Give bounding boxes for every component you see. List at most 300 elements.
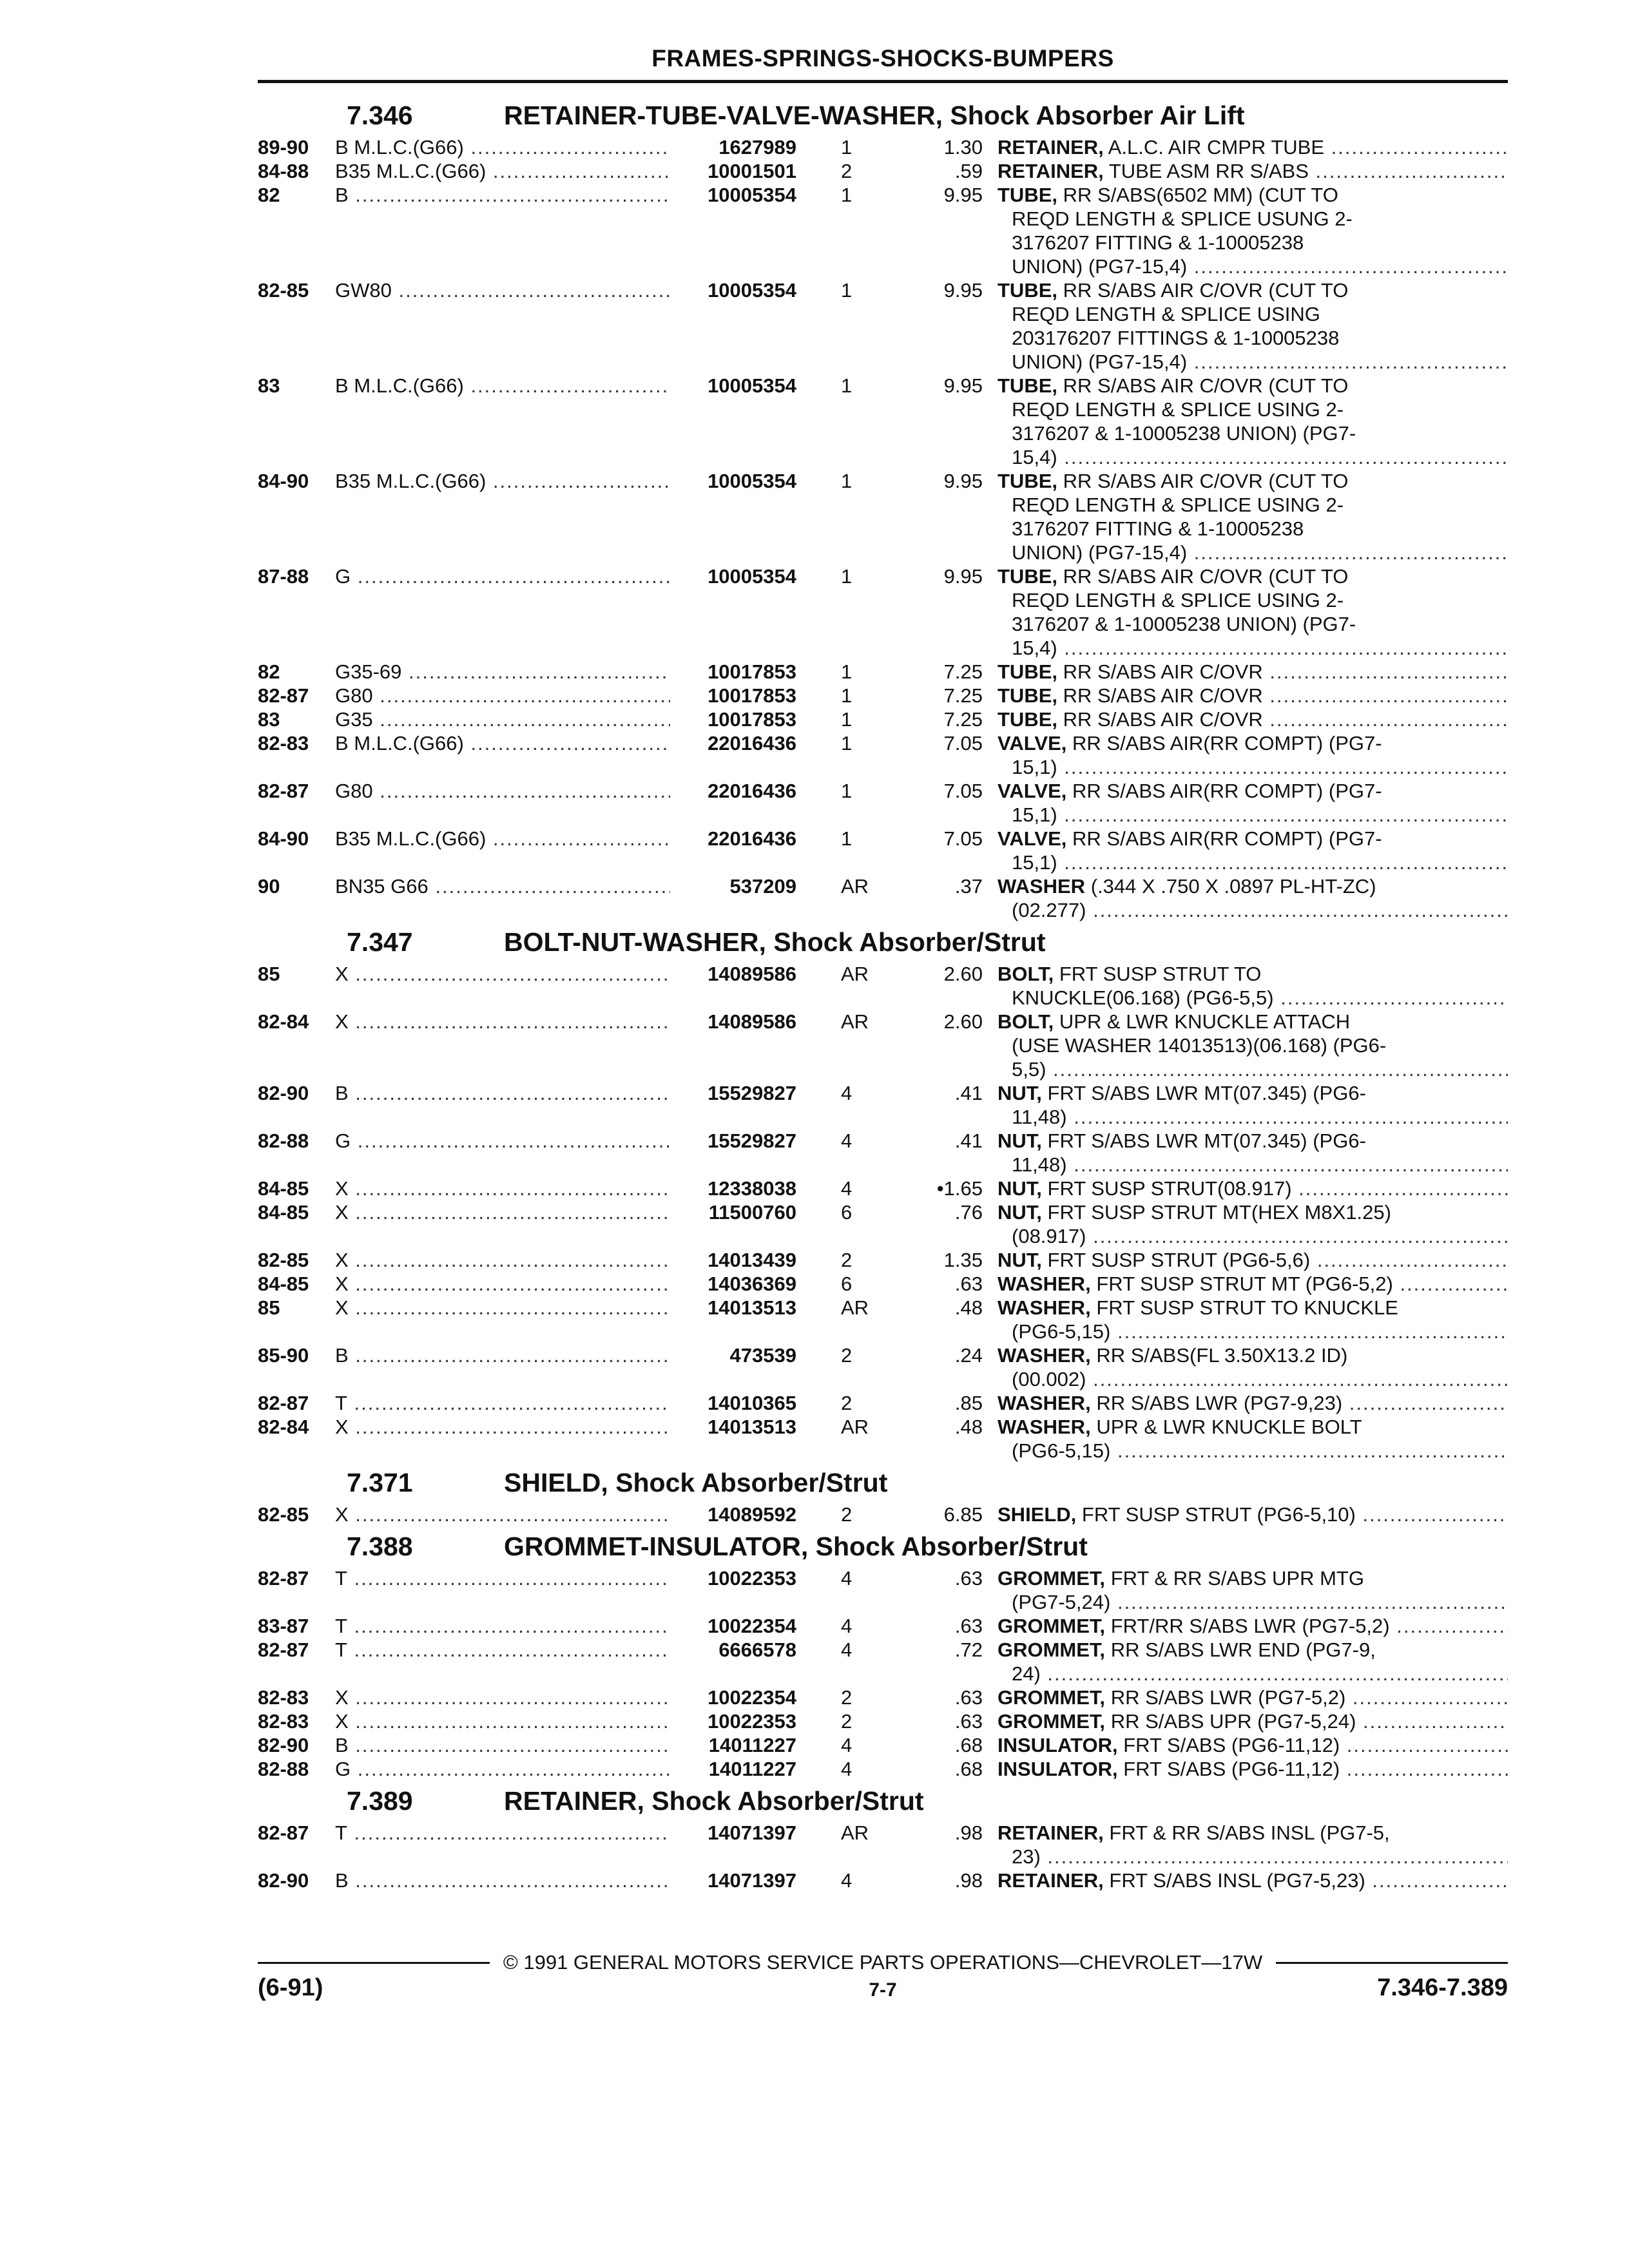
part-name: GROMMET, [998,1615,1106,1637]
part-number: 14071397 [670,1821,796,1845]
model-years: 82-90 [258,1869,309,1892]
model-years: 84-90 [258,470,309,492]
part-description [998,374,1508,469]
vehicle-model: T ..... [335,1391,670,1415]
price: .63 [954,1615,983,1637]
part-name: RETAINER, [998,160,1104,182]
price: .63 [954,1273,983,1295]
vehicle-model: X ..... [335,1503,670,1526]
price: 1.35 [943,1249,983,1271]
part-name: RETAINER, [998,1869,1104,1892]
description-line [998,1343,1508,1367]
description-text: FRT SUSP STRUT TO KNUCKLE [1096,1296,1398,1319]
price: 9.95 [943,374,983,397]
part-number: 10005354 [670,183,796,207]
description-line [998,302,1508,326]
part-description [998,1614,1508,1638]
price: .63 [954,1710,983,1733]
description-line [998,374,1508,398]
vehicle-model: X ..... [335,1415,670,1439]
quantity: 2 [841,1249,853,1271]
price: .85 [954,1392,983,1414]
quantity: AR [841,1296,869,1319]
section-heading [258,1463,1508,1503]
part-number: 10022354 [670,1614,796,1638]
description-text: UNION) (PG7-15,4) [1012,541,1188,564]
part-row [258,684,1508,707]
description-line [998,874,1508,898]
part-number: 14013513 [670,1296,796,1320]
description-text: RR S/ABS LWR (PG7-9,23) [1096,1392,1343,1414]
description-text: (PG6-5,15) [1012,1320,1111,1343]
header-rule [258,80,1508,83]
part-description [998,1821,1508,1869]
vehicle-model: T ..... [335,1614,670,1638]
description-line [998,962,1508,986]
description-line [998,779,1508,803]
model-years: 82-83 [258,732,309,754]
description-text: 5,5) [1012,1058,1046,1081]
part-row [258,1415,1508,1463]
part-number: 10017853 [670,684,796,707]
description-text: FRT & RR S/ABS UPR MTG [1110,1567,1364,1590]
description-line [998,1439,1508,1463]
part-description [998,469,1508,564]
description-text: REQD LENGTH & SPLICE USING [1012,303,1320,325]
part-description [998,1869,1508,1892]
part-row [258,1733,1508,1757]
description-line [998,755,1508,779]
description-text: RR S/ABS LWR END (PG7-9, [1110,1639,1376,1661]
part-row [258,1503,1508,1526]
description-text: 11,48) [1012,1106,1067,1128]
part-number: 14013513 [670,1415,796,1439]
description-line [998,898,1508,922]
description-text: 3176207 & 1-10005238 UNION) (PG7- [1012,613,1356,635]
part-description [998,1638,1508,1686]
part-description [998,1129,1508,1177]
price: .68 [954,1734,983,1756]
section-number: 7.346 [347,101,413,130]
part-number: 14010365 [670,1391,796,1415]
section-heading [258,1781,1508,1821]
quantity: 4 [841,1082,853,1104]
description-text: FRT S/ABS LWR MT(07.345) (PG6- [1047,1082,1366,1104]
part-row [258,1272,1508,1296]
part-row [258,1010,1508,1081]
vehicle-model: G ..... [335,564,670,588]
description-text: 3176207 FITTING & 1-10005238 [1012,231,1304,254]
price: 1.30 [943,136,983,159]
parts-listing [258,95,1508,1892]
price: 7.25 [943,708,983,731]
quantity: 1 [841,279,853,302]
description-text: 3176207 FITTING & 1-10005238 [1012,517,1304,540]
description-line [998,1272,1508,1296]
description-text: 203176207 FITTINGS & 1-10005238 [1012,327,1340,349]
description-text: RR S/ABS AIR(RR COMPT) (PG7- [1072,780,1382,802]
footer-section-range: 7.346-7.389 [1377,1974,1508,2001]
description-text: FRT S/ABS LWR MT(07.345) (PG6- [1047,1129,1366,1152]
part-name: TUBE, [998,184,1057,206]
description-text: (.344 X .750 X .0897 PL-HT-ZC) [1090,875,1376,898]
model-years: 82-84 [258,1010,309,1033]
description-line [998,469,1508,493]
price: .41 [954,1082,983,1104]
model-years: 85-90 [258,1344,309,1367]
quantity: 6 [841,1273,853,1295]
part-number: 22016436 [670,731,796,755]
description-text: UPR & LWR KNUCKLE BOLT [1096,1416,1362,1438]
quantity: 1 [841,660,853,683]
quantity: 1 [841,684,853,707]
part-row [258,1200,1508,1248]
vehicle-model: X ..... [335,1709,670,1733]
part-number: 14013439 [670,1248,796,1272]
part-number: 22016436 [670,827,796,850]
page-header-title: FRAMES-SPRINGS-SHOCKS-BUMPERS [651,45,1114,72]
description-line [998,1200,1508,1224]
description-line [998,1129,1508,1153]
section-heading [258,922,1508,962]
part-name: WASHER, [998,1392,1091,1414]
description-text: RR S/ABS AIR C/OVR [1063,660,1263,683]
part-description [998,1391,1508,1415]
quantity: 4 [841,1177,853,1200]
description-line [998,493,1508,517]
description-line [998,827,1508,850]
description-line [998,986,1508,1010]
part-description [998,1566,1508,1614]
part-description [998,779,1508,827]
part-row [258,827,1508,874]
section-heading [258,95,1508,135]
part-row [258,564,1508,660]
quantity: 1 [841,708,853,731]
model-years: 84-88 [258,160,309,182]
section-number: 7.347 [347,927,413,957]
part-description [998,1757,1508,1781]
quantity: 2 [841,1344,853,1367]
part-name: TUBE, [998,565,1057,588]
quantity: 1 [841,184,853,206]
description-text: FRT & RR S/ABS INSL (PG7-5, [1109,1821,1390,1844]
model-years: 82-83 [258,1686,309,1709]
description-text: 15,1) [1012,756,1057,778]
vehicle-model: G35 ..... [335,707,670,731]
quantity: AR [841,875,869,898]
vehicle-model: B35 M.L.C.(G66) ..... [335,159,670,183]
vehicle-model: BN35 G66 ..... [335,874,670,898]
description-line [998,1415,1508,1439]
part-description [998,1296,1508,1343]
part-name: VALVE, [998,732,1067,754]
price: .37 [954,875,983,898]
description-text: FRT SUSP STRUT MT (PG6-5,2) [1096,1273,1393,1295]
section-title: GROMMET-INSULATOR, Shock Absorber/Strut [504,1532,1088,1561]
part-name: INSULATOR, [998,1758,1118,1780]
part-row [258,962,1508,1010]
part-description [998,1010,1508,1081]
part-number: 14011227 [670,1733,796,1757]
description-text: TUBE ASM RR S/ABS [1108,160,1309,182]
quantity: 6 [841,1201,853,1224]
description-line [998,1566,1508,1590]
description-text: RR S/ABS UPR (PG7-5,24) [1110,1710,1356,1733]
part-name: TUBE, [998,708,1057,731]
price: .24 [954,1344,983,1367]
price: 7.05 [943,827,983,850]
description-line [998,135,1508,159]
part-name: TUBE, [998,279,1057,302]
model-years: 82-87 [258,1392,309,1414]
part-name: BOLT, [998,1010,1054,1033]
description-line [998,1662,1508,1686]
price: 9.95 [943,565,983,588]
description-text: FRT/RR S/ABS LWR (PG7-5,2) [1110,1615,1390,1637]
description-line [998,255,1508,278]
part-name: WASHER, [998,1296,1091,1319]
description-text: 23) [1012,1845,1041,1868]
description-text: FRT SUSP STRUT (PG6-5,10) [1081,1503,1356,1526]
description-line [998,1733,1508,1757]
price: 2.60 [943,963,983,985]
section-number: 7.389 [347,1786,413,1816]
quantity: 4 [841,1734,853,1756]
part-name: NUT, [998,1129,1042,1152]
model-years: 82-87 [258,1567,309,1590]
price: 7.25 [943,684,983,707]
vehicle-model: G ..... [335,1757,670,1781]
description-line [998,1709,1508,1733]
part-description [998,1343,1508,1391]
price: .98 [954,1869,983,1892]
part-row [258,1343,1508,1391]
description-line [998,636,1508,660]
description-text: 15,1) [1012,851,1057,874]
part-description [998,1200,1508,1248]
quantity: AR [841,1010,869,1033]
part-row [258,1757,1508,1781]
part-row [258,469,1508,564]
vehicle-model: G80 ..... [335,684,670,707]
description-line [998,564,1508,588]
quantity: 4 [841,1639,853,1661]
section-title: RETAINER, Shock Absorber/Strut [504,1786,924,1816]
part-row [258,1821,1508,1869]
price: 7.05 [943,780,983,802]
price: .59 [954,160,983,182]
part-name: GROMMET, [998,1567,1106,1590]
part-description [998,1503,1508,1526]
part-name: GROMMET, [998,1710,1106,1733]
description-text: RR S/ABS(6502 MM) (CUT TO [1063,184,1338,206]
model-years: 82-87 [258,780,309,802]
price: .48 [954,1416,983,1438]
quantity: AR [841,1416,869,1438]
part-name: WASHER [998,875,1086,898]
description-text: 15,1) [1012,803,1057,826]
model-years: 82-87 [258,684,309,707]
price: .41 [954,1129,983,1152]
price: .98 [954,1821,983,1844]
description-text: 3176207 & 1-10005238 UNION) (PG7- [1012,422,1356,445]
description-line [998,159,1508,183]
model-years: 90 [258,875,280,898]
description-text: RR S/ABS AIR C/OVR [1063,684,1263,707]
part-number: 10022353 [670,1709,796,1733]
quantity: 2 [841,160,853,182]
price: .48 [954,1296,983,1319]
part-row [258,779,1508,827]
description-line [998,1391,1508,1415]
part-number: 14036369 [670,1272,796,1296]
description-text: 11,48) [1012,1153,1067,1176]
description-text: REQD LENGTH & SPLICE USING 2- [1012,589,1344,611]
description-line [998,1590,1508,1614]
description-line [998,326,1508,350]
part-number: 15529827 [670,1081,796,1105]
part-row [258,278,1508,374]
part-number: 14011227 [670,1757,796,1781]
part-number: 11500760 [670,1200,796,1224]
model-years: 82-90 [258,1734,309,1756]
section-heading [258,1526,1508,1566]
description-line [998,803,1508,827]
part-name: SHIELD, [998,1503,1077,1526]
description-line [998,1869,1508,1892]
vehicle-model: X ..... [335,1296,670,1320]
description-line [998,1224,1508,1248]
price: 6.85 [943,1503,983,1526]
model-years: 82 [258,184,280,206]
vehicle-model: X ..... [335,1248,670,1272]
part-description [998,183,1508,278]
description-line [998,1010,1508,1033]
part-description [998,1709,1508,1733]
quantity: 1 [841,470,853,492]
quantity: 1 [841,827,853,850]
model-years: 89-90 [258,136,309,159]
part-number: 10017853 [670,660,796,684]
part-number: 10005354 [670,469,796,493]
model-years: 85 [258,963,280,985]
part-number: 6666578 [670,1638,796,1662]
description-text: (PG6-5,15) [1012,1439,1111,1462]
part-row [258,707,1508,731]
part-name: BOLT, [998,963,1054,985]
model-years: 84-90 [258,827,309,850]
part-name: INSULATOR, [998,1734,1118,1756]
part-name: WASHER, [998,1344,1091,1367]
description-line [998,1177,1508,1200]
part-row [258,1709,1508,1733]
part-name: VALVE, [998,827,1067,850]
model-years: 82-88 [258,1758,309,1780]
description-line [998,1845,1508,1869]
section-title: BOLT-NUT-WASHER, Shock Absorber/Strut [504,927,1046,957]
description-line [998,1821,1508,1845]
description-line [998,588,1508,612]
vehicle-model: B ..... [335,1869,670,1892]
quantity: 1 [841,565,853,588]
description-line [998,612,1508,636]
description-text: A.L.C. AIR CMPR TUBE [1108,136,1325,159]
description-text: 15,4) [1012,446,1057,468]
part-description [998,135,1508,159]
part-name: NUT, [998,1201,1042,1224]
part-description [998,1733,1508,1757]
part-description [998,1248,1508,1272]
description-text: RR S/ABS AIR(RR COMPT) (PG7- [1072,732,1382,754]
vehicle-model: X ..... [335,1200,670,1224]
vehicle-model: B35 M.L.C.(G66) ..... [335,469,670,493]
part-row [258,1248,1508,1272]
model-years: 83 [258,708,280,731]
part-number: 14089592 [670,1503,796,1526]
part-name: TUBE, [998,684,1057,707]
vehicle-model: B ..... [335,1343,670,1367]
model-years: 82-90 [258,1082,309,1104]
price: •1.65 [936,1177,983,1200]
description-text: UPR & LWR KNUCKLE ATTACH [1059,1010,1351,1033]
description-text: RR S/ABS AIR C/OVR (CUT TO [1063,374,1349,397]
description-line [998,231,1508,255]
part-description [998,874,1508,922]
description-text: KNUCKLE(06.168) (PG6-5,5) [1012,986,1274,1009]
description-text: RR S/ABS LWR (PG7-5,2) [1110,1686,1346,1709]
footer-copyright: © 1991 GENERAL MOTORS SERVICE PARTS OPERATIONS—CHEVROLET—17W [503,1951,1263,1974]
part-row [258,1129,1508,1177]
vehicle-model: B35 M.L.C.(G66) ..... [335,827,670,850]
part-name: TUBE, [998,470,1057,492]
part-description [998,827,1508,874]
part-description [998,962,1508,1010]
part-description [998,159,1508,183]
description-line [998,517,1508,541]
description-line [998,421,1508,445]
description-line [998,1367,1508,1391]
vehicle-model: T ..... [335,1566,670,1590]
vehicle-model: B M.L.C.(G66) ..... [335,374,670,398]
model-years: 85 [258,1296,280,1319]
part-row [258,1638,1508,1686]
description-line [998,1503,1508,1526]
part-name: WASHER, [998,1273,1091,1295]
description-text: FRT SUSP STRUT TO [1059,963,1262,985]
part-name: TUBE, [998,374,1057,397]
model-years: 84-85 [258,1201,309,1224]
description-text: (02.277) [1012,899,1086,921]
part-description [998,731,1508,779]
part-number: 10022354 [670,1686,796,1709]
vehicle-model: G ..... [335,1129,670,1153]
model-years: 84-85 [258,1177,309,1200]
part-name: GROMMET, [998,1686,1106,1709]
description-text: REQD LENGTH & SPLICE USING 2- [1012,398,1344,421]
part-row [258,1081,1508,1129]
description-line [998,350,1508,374]
description-line [998,1320,1508,1343]
part-row [258,159,1508,183]
description-line [998,1153,1508,1177]
model-years: 82-87 [258,1821,309,1844]
description-text: UNION) (PG7-15,4) [1012,351,1188,373]
quantity: 4 [841,1567,853,1590]
description-line [998,207,1508,231]
description-text: REQD LENGTH & SPLICE USUNG 2- [1012,207,1353,230]
vehicle-model: X ..... [335,1177,670,1200]
